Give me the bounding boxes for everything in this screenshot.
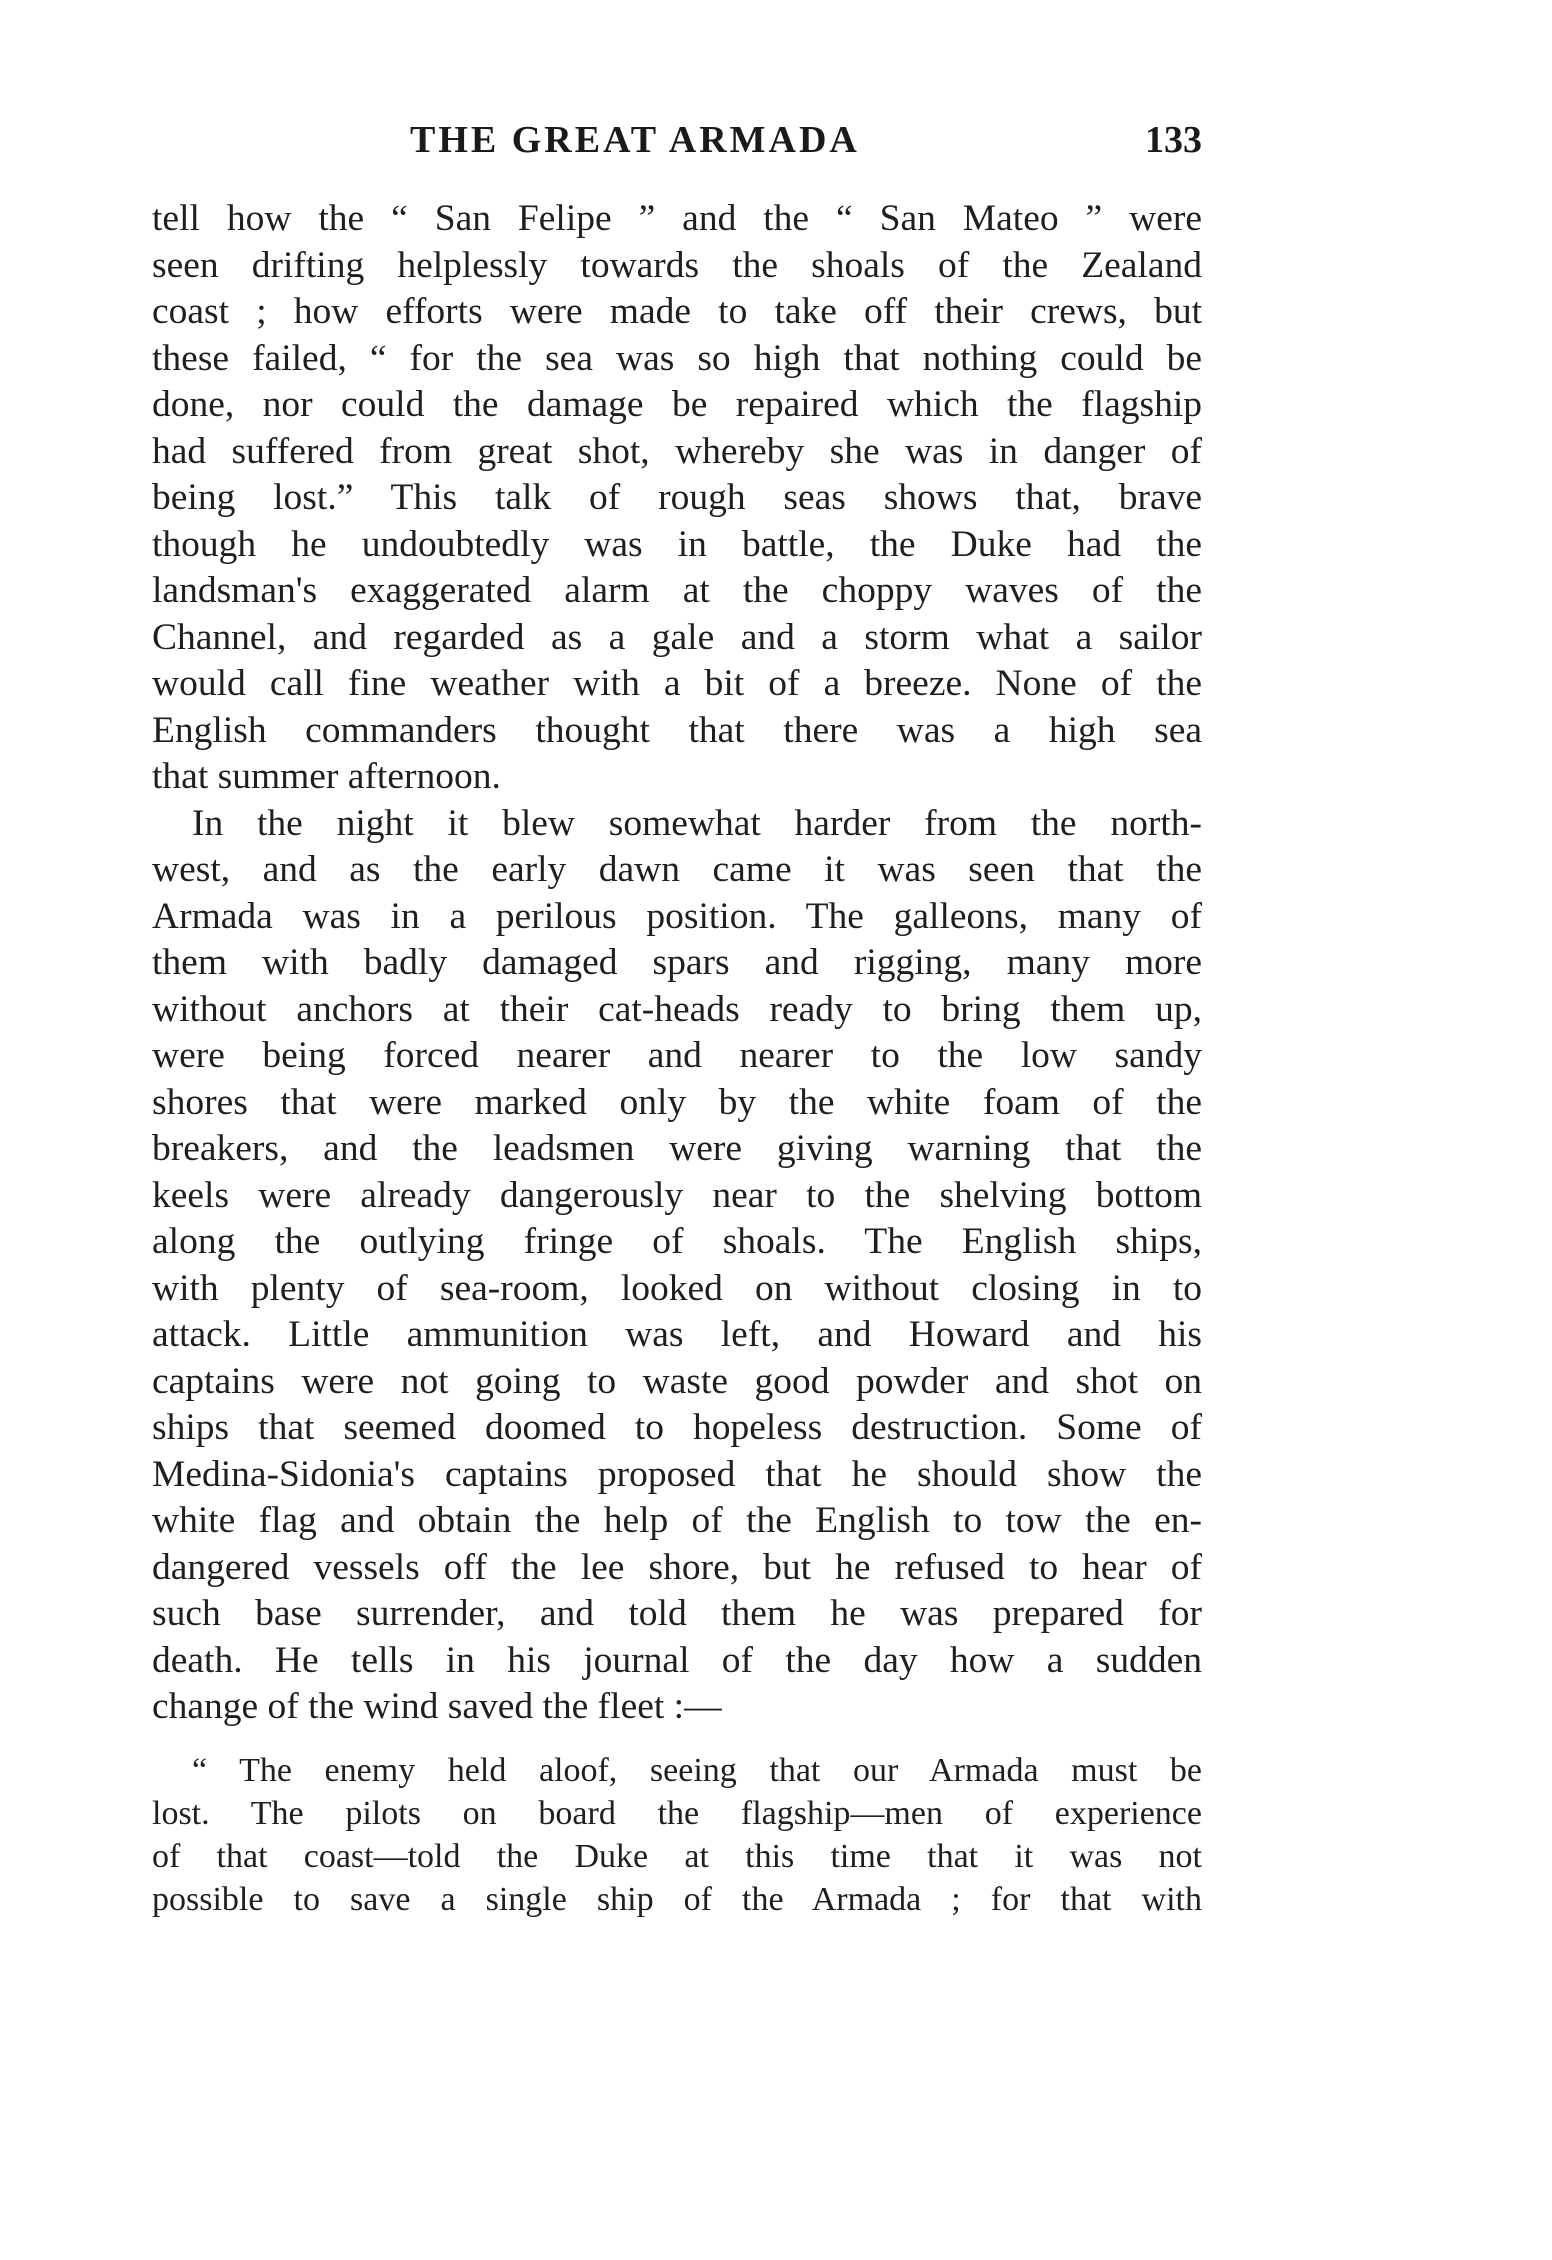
text-line: breakers, and the leadsmen were giving warning that the bbox=[152, 1128, 1202, 1169]
quote-line: possible to save a single ship of the Armada ; for that with bbox=[152, 1880, 1202, 1918]
text-line: them with badly damaged spars and rigging, many more bbox=[152, 942, 1202, 983]
text-line: dangered vessels off the lee shore, but he refused to hear of bbox=[152, 1546, 1202, 1588]
text-line: death. He tells in his journal of the day how a sudden bbox=[152, 1639, 1202, 1681]
text-line: had suffered from great shot, whereby she was in danger of bbox=[152, 430, 1202, 472]
text-line: without anchors at their cat-heads ready to bring them up, bbox=[152, 988, 1202, 1030]
text-line: keels were already dangerously near to the shelving bottom bbox=[152, 1174, 1202, 1216]
quote-line: “ The enemy held aloof, seeing that our Armada must be bbox=[192, 1751, 1202, 1789]
quote-line: lost. The pilots on board the flagship—men of experience bbox=[152, 1794, 1202, 1832]
running-title: THE GREAT ARMADA bbox=[410, 119, 860, 161]
text-line: with plenty of sea-room, looked on without closing in to bbox=[152, 1267, 1202, 1309]
text-line: were being forced nearer and nearer to the low sandy bbox=[152, 1035, 1202, 1076]
text-line: Medina-Sidonia's captains proposed that he should show the bbox=[152, 1453, 1202, 1495]
text-line: change of the wind saved the fleet :— bbox=[152, 1686, 722, 1727]
page-number: 133 bbox=[1145, 119, 1202, 161]
text-line: that summer afternoon. bbox=[152, 756, 501, 797]
text-line: seen drifting helplessly towards the shoals of the Zealand bbox=[152, 244, 1202, 286]
text-line: though he undoubtedly was in battle, the Duke had the bbox=[152, 523, 1202, 565]
text-line: done, nor could the damage be repaired which the flagship bbox=[152, 384, 1202, 425]
running-head bbox=[152, 118, 1202, 178]
paragraph-1 bbox=[152, 196, 1202, 801]
text-line: landsman's exaggerated alarm at the choppy waves of the bbox=[152, 570, 1202, 611]
paragraph-2 bbox=[152, 801, 1202, 1731]
text-line: such base surrender, and told them he was prepared for bbox=[152, 1593, 1202, 1634]
text-line: Armada was in a perilous position. The galleons, many of bbox=[152, 895, 1202, 937]
text-line: English commanders thought that there was a high sea bbox=[152, 709, 1202, 751]
quote-spacer bbox=[152, 1731, 1202, 1749]
text-line: along the outlying fringe of shoals. The English ships, bbox=[152, 1221, 1202, 1262]
body-text bbox=[152, 196, 1202, 1921]
text-line: white flag and obtain the help of the English to tow the en- bbox=[152, 1500, 1202, 1541]
text-line: being lost.” This talk of rough seas shows that, brave bbox=[152, 477, 1202, 518]
text-line: Channel, and regarded as a gale and a storm what a sailor bbox=[152, 616, 1202, 658]
block-quote bbox=[152, 1749, 1202, 1921]
text-line: would call fine weather with a bit of a breeze. None of the bbox=[152, 663, 1202, 704]
text-line: west, and as the early dawn came it was seen that the bbox=[152, 849, 1202, 890]
quote-line: of that coast—told the Duke at this time that it was not bbox=[152, 1837, 1202, 1875]
text-line: these failed, “ for the sea was so high that nothing could be bbox=[152, 337, 1202, 379]
text-line: tell how the “ San Felipe ” and the “ San Mateo ” were bbox=[152, 198, 1202, 239]
text-line: In the night it blew somewhat harder from the north- bbox=[192, 802, 1202, 844]
text-line: shores that were marked only by the white foam of the bbox=[152, 1081, 1202, 1123]
text-line: captains were not going to waste good powder and shot on bbox=[152, 1360, 1202, 1402]
text-line: ships that seemed doomed to hopeless destruction. Some of bbox=[152, 1407, 1202, 1448]
text-line: attack. Little ammunition was left, and Howard and his bbox=[152, 1314, 1202, 1355]
text-line: coast ; how efforts were made to take off their crews, but bbox=[152, 291, 1202, 332]
